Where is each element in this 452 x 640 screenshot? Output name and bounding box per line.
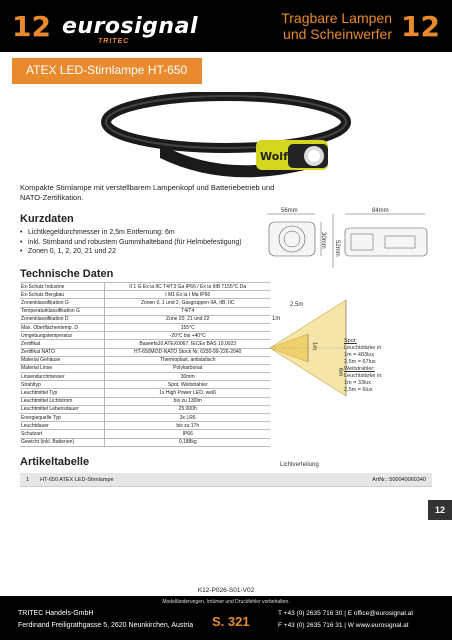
headlamp-photo [20, 92, 432, 180]
spec-label: Energiequelle Typ [20, 414, 105, 422]
beam-distance-25: 2,5m [290, 302, 304, 308]
brand-logo: eurosignal [62, 14, 198, 39]
spec-label: Leuchtmittel Lebensdauer [20, 405, 105, 413]
spec-value: I M1 Ex ia I Ma IP66 [105, 291, 270, 299]
spec-label: Material Linse [20, 364, 105, 372]
dimension-drawing [265, 208, 435, 273]
table-row [20, 364, 270, 372]
spec-value: IP66 [105, 430, 270, 438]
spec-value: Polykarbonat [105, 364, 270, 372]
category-title: Tragbare Lampen und Scheinwerfer [281, 10, 392, 42]
spec-label: Material Gehäuse [20, 356, 105, 364]
artikel-row [20, 473, 432, 487]
table-row [20, 323, 270, 331]
spec-value: Spot, Weitstrahler [105, 381, 270, 389]
contact-fax: F +43 (0) 2635 716 31 | W www.eurosignal.at [278, 622, 409, 629]
spec-value: 1x High Power LED, weiß [105, 389, 270, 397]
artikel-row-artnr: ArtNr.: 500040060340 [372, 477, 426, 483]
lux-values: Spot: Leuchtstärke in: 1m = 483lux 2,5m = 67lux Weitstrahler: Leuchtstärke in: 1m = 33lux 2,5m = 6lux [344, 338, 383, 393]
table-row [20, 373, 270, 381]
page-number-right: 12 [401, 10, 440, 43]
spec-label: Max. Oberflächentemp. D [20, 323, 105, 331]
spec-label: Linsendurchmesser [20, 373, 105, 381]
spec-label: Leuchtmittel Lichtstrom [20, 397, 105, 405]
table-row [20, 291, 270, 299]
spec-label: Schutzart [20, 430, 105, 438]
catalog-page: S. 321 [212, 614, 250, 629]
artikel-row-number: 1 [26, 477, 30, 483]
spec-label: Zonenklassifikation G [20, 299, 105, 307]
artikel-heading: Artikeltabelle [20, 456, 90, 468]
table-row [20, 307, 270, 315]
table-row [20, 283, 270, 291]
spec-value: 155°C [105, 323, 270, 331]
table-row [20, 389, 270, 397]
spec-label: Zertifikat NATO [20, 348, 105, 356]
spec-value: 25.000h [105, 405, 270, 413]
spec-label: Zertifikat [20, 340, 105, 348]
kurzdaten-heading: Kurzdaten [20, 213, 74, 225]
table-row [20, 348, 270, 356]
page-header [0, 0, 452, 52]
spec-value: HT-650MOD-NATO Stock Nr. 6230-99-226-2040 [105, 348, 270, 356]
table-row [20, 438, 270, 446]
company-address: Ferdinand Freiligrathgasse 5, 2620 Neunkirchen, Austria [18, 622, 194, 629]
spec-value: 30mm [105, 373, 270, 381]
product-title-bar [12, 58, 202, 84]
spec-label: Temperaturklassifikation G [20, 307, 105, 315]
contact-phone: T +43 (0) 2635 716 30 | E office@eurosignal.at [278, 610, 414, 617]
spec-label: Leuchtdauer [20, 422, 105, 430]
beam-dia-small: 1m [311, 342, 317, 351]
spec-value: Thermoplast, antistatisch [105, 356, 270, 364]
beam-dia-large: 6m [337, 368, 343, 377]
list-item: • inkl. Stirnband und robustem Gummihalteband (für Helmbefestigung) [20, 238, 280, 248]
spec-label: Zonenklassifikation D [20, 315, 105, 323]
doc-code: K12-P026-S01-V02 [197, 587, 255, 594]
beam-caption: Lichtverteilung [280, 462, 319, 468]
spec-label: Gewicht (inkl. Batterien) [20, 438, 105, 446]
spec-label: Umgebungstemperatur [20, 332, 105, 340]
spec-value: II 1 G Ex ia IIC T4/T3 Ga IP66 / Ex ia IIIB T155°C Da [105, 283, 270, 291]
spec-label: Leuchtmittel Typ [20, 389, 105, 397]
table-row [20, 422, 270, 430]
table-row [20, 381, 270, 389]
list-item: • Zonen 0, 1, 2, 20, 21 und 22 [20, 247, 280, 257]
spec-label: Strahltyp [20, 381, 105, 389]
table-row [20, 356, 270, 364]
page-footer [0, 596, 452, 640]
spec-value: Baseefa10 ATEX0067, IECEx BAS 10.0023 [105, 340, 270, 348]
spec-value: 0,188kg [105, 438, 270, 446]
spec-value: T4/T4 [105, 307, 270, 315]
tech-table [20, 282, 270, 447]
spec-value: bis zu 17h [105, 422, 270, 430]
dim-width-right: 84mm [372, 208, 389, 214]
tech-heading: Technische Daten [20, 268, 114, 280]
table-row [20, 332, 270, 340]
table-row [20, 340, 270, 348]
table-row [20, 414, 270, 422]
spec-label: Ex-Schutz Bergbau [20, 291, 105, 299]
dim-height-b: 52mm [334, 240, 340, 257]
company-name: TRITEC Handels-GmbH [18, 610, 94, 617]
spec-value: bis zu 130lm [105, 397, 270, 405]
spec-label: Ex-Schutz Industrie [20, 283, 105, 291]
strap-logo: Wolf [260, 150, 288, 163]
kurzdaten-list [20, 228, 280, 257]
disclaimer: Modelländerungen, Irrtümer und Druckfehler vorbehalten. [162, 599, 290, 605]
page-number-left: 12 [12, 10, 51, 43]
spec-value: 3x LR6 [105, 414, 270, 422]
table-row [20, 397, 270, 405]
intro-text: Kompakte Stirnlampe mit verstellbarem Lampenkopf und Batteriebetrieb und NATO-Zertifikation. [20, 183, 275, 202]
spec-value: Zone 20, 21 und 22 [105, 315, 270, 323]
table-row [20, 405, 270, 413]
spec-value: Zonen 0, 1 und 2, Gasgruppen IIA, IIB, IIC [105, 299, 270, 307]
beam-diagram [268, 298, 348, 398]
spec-value: -20°C bis +40°C [105, 332, 270, 340]
product-title: ATEX LED-Stirnlampe HT-650 [26, 63, 188, 77]
table-row [20, 430, 270, 438]
list-item: • Lichtkegeldurchmesser in 2,5m Entfernung: 6m [20, 228, 280, 238]
chapter-tab: 12 [428, 500, 452, 520]
dim-height-a: 30mm [320, 232, 326, 249]
artikel-row-desc: HT-650 ATEX LED-Stirnlampe [40, 477, 114, 483]
table-row [20, 299, 270, 307]
brand-sub: TRITEC [98, 38, 130, 45]
beam-distance-1: 1m [272, 316, 281, 322]
table-row [20, 315, 270, 323]
dim-width-left: 56mm [281, 208, 298, 214]
